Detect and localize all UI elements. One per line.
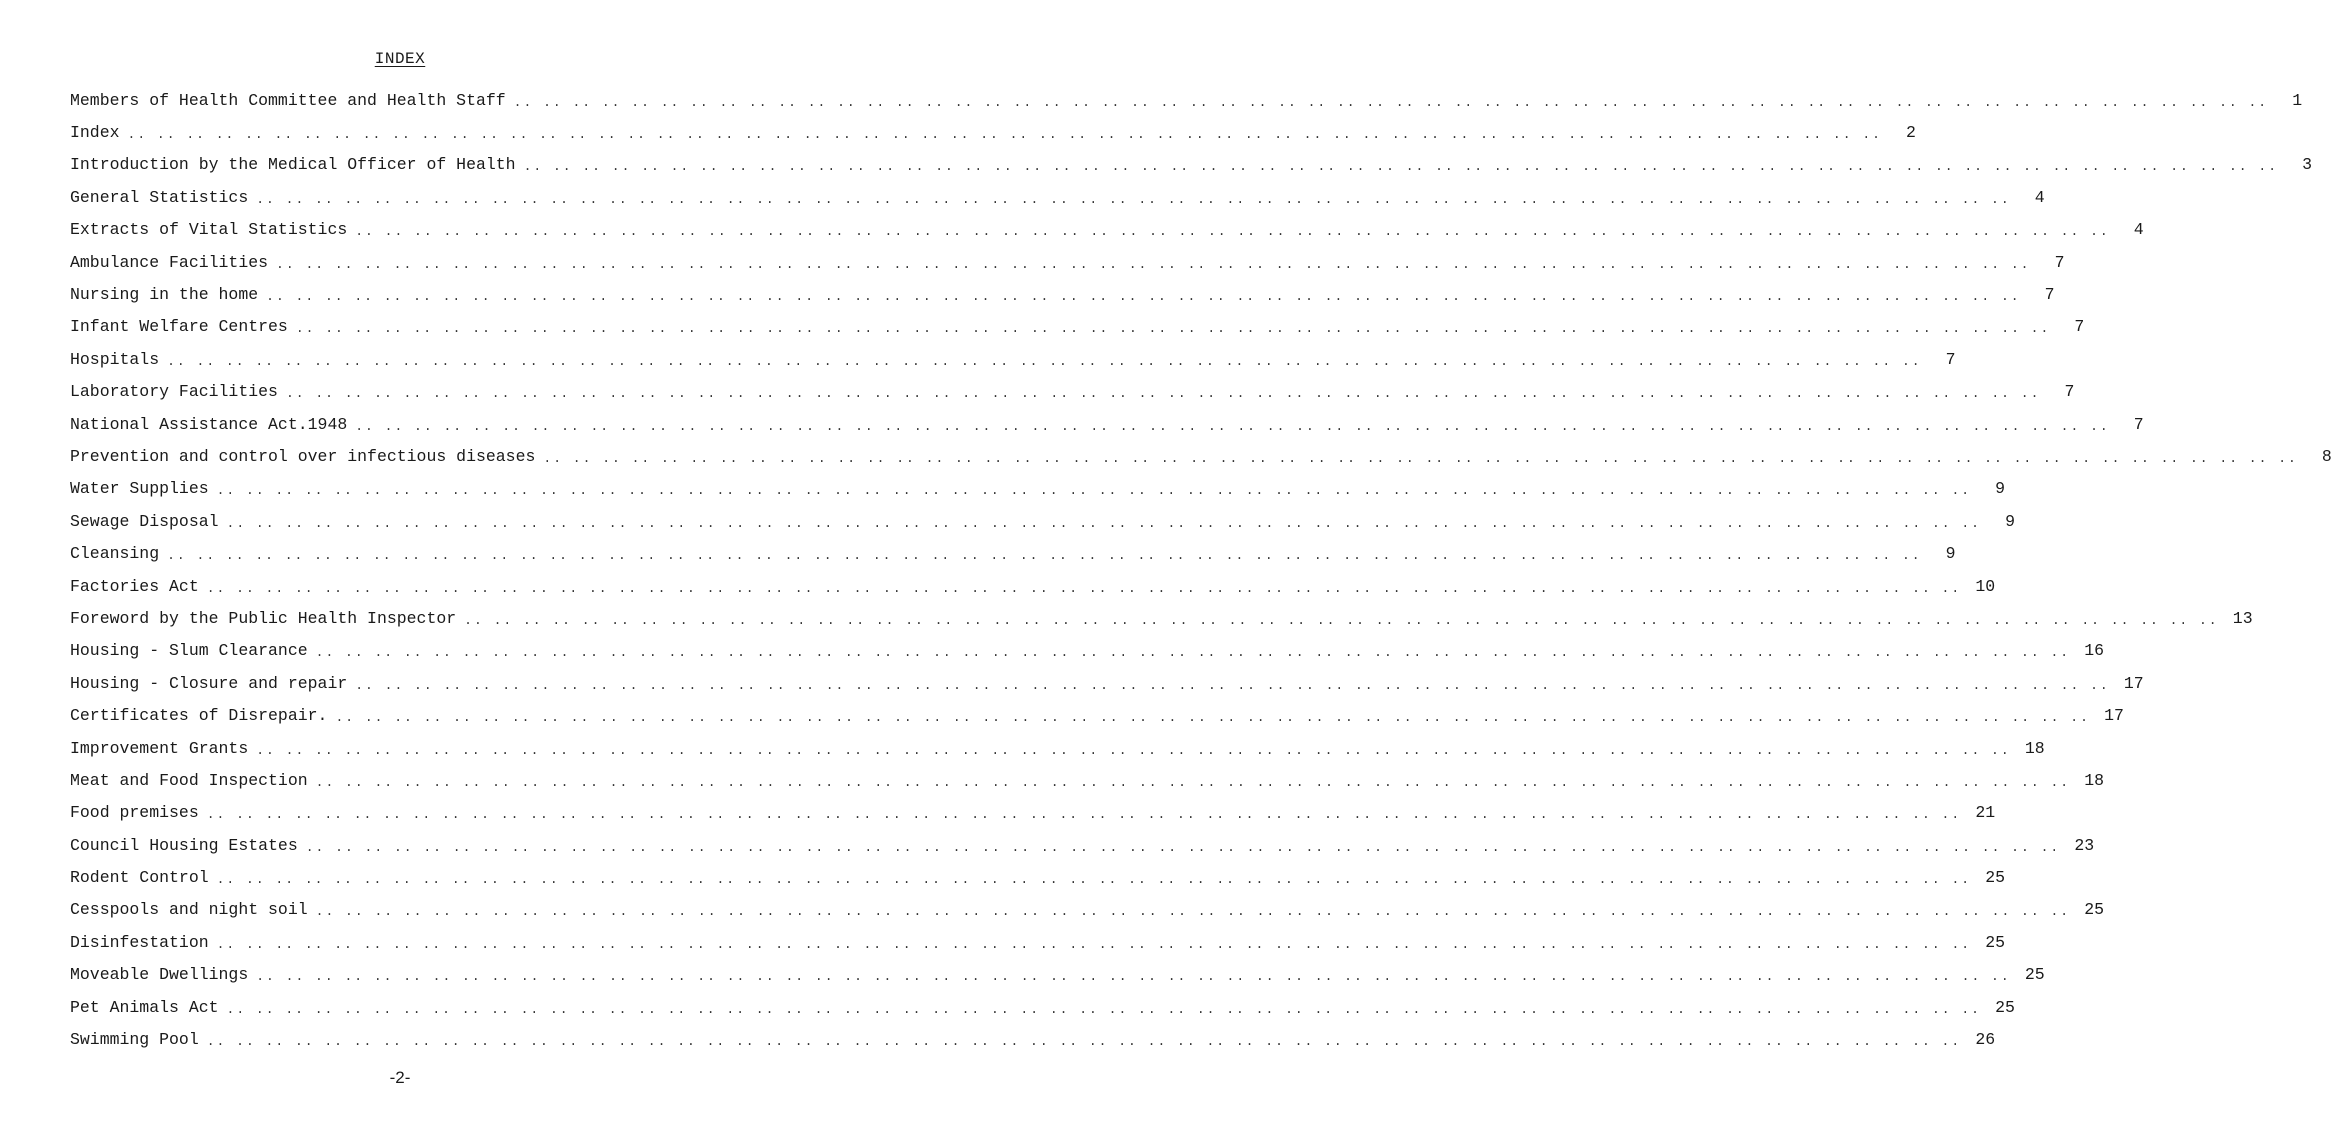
index-entry [70, 894, 2105, 926]
index-entry [70, 505, 2015, 537]
index-entry [70, 181, 2045, 213]
index-heading-text: INDEX [374, 50, 426, 68]
index-entry [70, 764, 2105, 796]
entry-page-number: 4 [2133, 220, 2144, 240]
index-entry [70, 376, 2075, 408]
entry-title: Improvement Grants [70, 739, 256, 758]
entry-title: Laboratory Facilities [70, 382, 286, 401]
entry-page-number: 2 [1906, 123, 1916, 143]
dot-leader: .. .. .. .. .. .. .. .. .. .. .. .. .. .. .. .. .. .. .. .. .. .. .. .. .. .. .. .. .. .. .. .. .. .. .. .. .. .. .. .. .. .. .. .. .. .. .. .. .. .. .. .. .. .. .. .. .. .. .. .. [256, 742, 2011, 758]
entry-page-number: 26 [1975, 1030, 1996, 1050]
entry-page-number: 17 [2123, 673, 2144, 693]
index-entry [70, 861, 2006, 893]
entry-page-number: 25 [1995, 997, 2015, 1017]
entry-page-number: 1 [2292, 90, 2303, 110]
entry-page-number: 25 [1985, 932, 2006, 952]
entry-title: Housing - Closure and repair [70, 674, 355, 693]
entry-title: Council Housing Estates [70, 836, 306, 855]
dot-leader: .. .. .. .. .. .. .. .. .. .. .. .. .. .. .. .. .. .. .. .. .. .. .. .. .. .. .. .. .. .. .. .. .. .. .. .. .. .. .. .. .. .. .. .. .. .. .. .. .. .. .. .. .. .. .. .. .. .. .. .. [206, 1034, 1962, 1050]
dot-leader: .. .. .. .. .. .. .. .. .. .. .. .. .. .. .. .. .. .. .. .. .. .. .. .. .. .. .. .. .. .. .. .. .. .. .. .. .. .. .. .. .. .. .. .. .. .. .. .. .. .. .. .. .. .. .. .. .. .. .. .. [315, 904, 2071, 920]
dot-leader: .. .. .. .. .. .. .. .. .. .. .. .. .. .. .. .. .. .. .. .. .. .. .. .. .. .. .. .. .. .. .. .. .. .. .. .. .. .. .. .. .. .. .. .. .. .. .. .. .. .. .. .. .. .. .. .. .. .. .. .. [216, 936, 1972, 952]
dot-leader: .. .. .. .. .. .. .. .. .. .. .. .. .. .. .. .. .. .. .. .. .. .. .. .. .. .. .. .. .. .. .. .. .. .. .. .. .. .. .. .. .. .. .. .. .. .. .. .. .. .. .. .. .. .. .. .. .. .. .. .. [523, 159, 2279, 175]
dot-leader: .. .. .. .. .. .. .. .. .. .. .. .. .. .. .. .. .. .. .. .. .. .. .. .. .. .. .. .. .. .. .. .. .. .. .. .. .. .. .. .. .. .. .. .. .. .. .. .. .. .. .. .. .. .. .. .. .. .. .. .. [226, 1001, 1981, 1017]
dot-leader: .. .. .. .. .. .. .. .. .. .. .. .. .. .. .. .. .. .. .. .. .. .. .. .. .. .. .. .. .. .. .. .. .. .. .. .. .. .. .. .. .. .. .. .. .. .. .. .. .. .. .. .. .. .. .. .. .. .. .. .. [513, 94, 2269, 110]
entry-page-number: 7 [2133, 414, 2144, 434]
entry-title: Moveable Dwellings [70, 965, 256, 984]
entry-page-number: 25 [2024, 965, 2045, 985]
entry-title: Prevention and control over infectious diseases [70, 447, 543, 466]
entry-page-number: 13 [2232, 608, 2253, 628]
index-entry [70, 667, 2144, 699]
index-heading [0, 50, 800, 68]
entry-page-number: 21 [1975, 803, 1996, 823]
entry-page-number: 7 [1945, 349, 1956, 369]
dot-leader: .. .. .. .. .. .. .. .. .. .. .. .. .. .. .. .. .. .. .. .. .. .. .. .. .. .. .. .. .. .. .. .. .. .. .. .. .. .. .. .. .. .. .. .. .. .. .. .. .. .. .. .. .. .. .. .. .. .. .. .. [206, 580, 1962, 596]
dot-leader: .. .. .. .. .. .. .. .. .. .. .. .. .. .. .. .. .. .. .. .. .. .. .. .. .. .. .. .. .. .. .. .. .. .. .. .. .. .. .. .. .. .. .. .. .. .. .. .. .. .. .. .. .. .. .. .. .. .. .. .. [305, 839, 2061, 855]
index-entry [70, 926, 2006, 958]
entry-page-number: 18 [2084, 770, 2105, 790]
dot-leader: .. .. .. .. .. .. .. .. .. .. .. .. .. .. .. .. .. .. .. .. .. .. .. .. .. .. .. .. .. .. .. .. .. .. .. .. .. .. .. .. .. .. .. .. .. .. .. .. .. .. .. .. .. .. .. .. .. .. .. .. [266, 289, 2021, 305]
index-entry [70, 991, 2015, 1023]
index-entry [70, 699, 2124, 731]
dot-leader: .. .. .. .. .. .. .. .. .. .. .. .. .. .. .. .. .. .. .. .. .. .. .. .. .. .. .. .. .. .. .. .. .. .. .. .. .. .. .. .. .. .. .. .. .. .. .. .. .. .. .. .. .. .. .. .. .. .. .. .. [315, 774, 2071, 790]
index-entry [70, 570, 1996, 602]
dot-leader: .. .. .. .. .. .. .. .. .. .. .. .. .. .. .. .. .. .. .. .. .. .. .. .. .. .. .. .. .. .. .. .. .. .. .. .. .. .. .. .. .. .. .. .. .. .. .. .. .. .. .. .. .. .. .. .. .. .. .. .. [543, 450, 2298, 466]
entry-page-number: 7 [2054, 252, 2065, 272]
entry-page-number: 9 [2005, 511, 2015, 531]
dot-leader: .. .. .. .. .. .. .. .. .. .. .. .. .. .. .. .. .. .. .. .. .. .. .. .. .. .. .. .. .. .. .. .. .. .. .. .. .. .. .. .. .. .. .. .. .. .. .. .. .. .. .. .. .. .. .. .. .. .. .. .. [355, 677, 2110, 693]
entry-title: Extracts of Vital Statistics [70, 220, 355, 239]
index-entry [70, 537, 1956, 569]
dot-leader: .. .. .. .. .. .. .. .. .. .. .. .. .. .. .. .. .. .. .. .. .. .. .. .. .. .. .. .. .. .. .. .. .. .. .. .. .. .. .. .. .. .. .. .. .. .. .. .. .. .. .. .. .. .. .. .. .. .. .. .. [355, 418, 2110, 434]
dot-leader: .. .. .. .. .. .. .. .. .. .. .. .. .. .. .. .. .. .. .. .. .. .. .. .. .. .. .. .. .. .. .. .. .. .. .. .. .. .. .. .. .. .. .. .. .. .. .. .. .. .. .. .. .. .. .. .. .. .. .. .. [256, 191, 2011, 207]
entry-title: Cleansing [70, 544, 167, 563]
dot-leader: .. .. .. .. .. .. .. .. .. .. .. .. .. .. .. .. .. .. .. .. .. .. .. .. .. .. .. .. .. .. .. .. .. .. .. .. .. .. .. .. .. .. .. .. .. .. .. .. .. .. .. .. .. .. .. .. .. .. .. .. [226, 515, 1981, 531]
index-entry [70, 732, 2045, 764]
entry-page-number: 8 [2321, 446, 2332, 466]
dot-leader: .. .. .. .. .. .. .. .. .. .. .. .. .. .. .. .. .. .. .. .. .. .. .. .. .. .. .. .. .. .. .. .. .. .. .. .. .. .. .. .. .. .. .. .. .. .. .. .. .. .. .. .. .. .. .. .. .. .. .. .. [216, 483, 1972, 499]
entry-title: Food premises [70, 803, 207, 822]
entry-page-number: 9 [1995, 479, 2006, 499]
entry-title: Hospitals [70, 350, 167, 369]
dot-leader: .. .. .. .. .. .. .. .. .. .. .. .. .. .. .. .. .. .. .. .. .. .. .. .. .. .. .. .. .. .. .. .. .. .. .. .. .. .. .. .. .. .. .. .. .. .. .. .. .. .. .. .. .. .. .. .. .. .. .. .. [127, 127, 1882, 143]
index-entry [70, 440, 2332, 472]
entry-title: Meat and Food Inspection [70, 771, 316, 790]
index-entry [70, 343, 1956, 375]
entry-title: Nursing in the home [70, 285, 266, 304]
entry-page-number: 16 [2084, 641, 2105, 661]
entry-title: National Assistance Act.1948 [70, 415, 355, 434]
entry-page-number: 3 [2302, 155, 2313, 175]
entry-page-number: 7 [2044, 285, 2055, 305]
entry-page-number: 7 [2074, 317, 2085, 337]
entry-page-number: 17 [2104, 706, 2124, 726]
dot-leader: .. .. .. .. .. .. .. .. .. .. .. .. .. .. .. .. .. .. .. .. .. .. .. .. .. .. .. .. .. .. .. .. .. .. .. .. .. .. .. .. .. .. .. .. .. .. .. .. .. .. .. .. .. .. .. .. .. .. .. .. [315, 645, 2071, 661]
dot-leader: .. .. .. .. .. .. .. .. .. .. .. .. .. .. .. .. .. .. .. .. .. .. .. .. .. .. .. .. .. .. .. .. .. .. .. .. .. .. .. .. .. .. .. .. .. .. .. .. .. .. .. .. .. .. .. .. .. .. .. .. [276, 256, 2031, 272]
entry-page-number: 25 [1985, 868, 2006, 888]
entry-title: Rodent Control [70, 868, 217, 887]
index-entry [70, 311, 2085, 343]
entry-page-number: 10 [1975, 576, 1996, 596]
dot-leader: .. .. .. .. .. .. .. .. .. .. .. .. .. .. .. .. .. .. .. .. .. .. .. .. .. .. .. .. .. .. .. .. .. .. .. .. .. .. .. .. .. .. .. .. .. .. .. .. .. .. .. .. .. .. .. .. .. .. .. .. [464, 612, 2219, 628]
dot-leader: .. .. .. .. .. .. .. .. .. .. .. .. .. .. .. .. .. .. .. .. .. .. .. .. .. .. .. .. .. .. .. .. .. .. .. .. .. .. .. .. .. .. .. .. .. .. .. .. .. .. .. .. .. .. .. .. .. .. .. .. [206, 807, 1962, 823]
dot-leader: .. .. .. .. .. .. .. .. .. .. .. .. .. .. .. .. .. .. .. .. .. .. .. .. .. .. .. .. .. .. .. .. .. .. .. .. .. .. .. .. .. .. .. .. .. .. .. .. .. .. .. .. .. .. .. .. .. .. .. .. [335, 710, 2090, 726]
index-entry [70, 635, 2105, 667]
entry-title: Introduction by the Medical Officer of Health [70, 155, 524, 174]
index-entry [70, 149, 2313, 181]
dot-leader: .. .. .. .. .. .. .. .. .. .. .. .. .. .. .. .. .. .. .. .. .. .. .. .. .. .. .. .. .. .. .. .. .. .. .. .. .. .. .. .. .. .. .. .. .. .. .. .. .. .. .. .. .. .. .. .. .. .. .. .. [295, 321, 2051, 337]
entry-title: Index [70, 123, 128, 142]
index-entry [70, 278, 2055, 310]
dot-leader: .. .. .. .. .. .. .. .. .. .. .. .. .. .. .. .. .. .. .. .. .. .. .. .. .. .. .. .. .. .. .. .. .. .. .. .. .. .. .. .. .. .. .. .. .. .. .. .. .. .. .. .. .. .. .. .. .. .. .. .. [167, 548, 1922, 564]
entry-page-number: 23 [2074, 835, 2095, 855]
entry-title: Factories Act [70, 577, 207, 596]
dot-leader: .. .. .. .. .. .. .. .. .. .. .. .. .. .. .. .. .. .. .. .. .. .. .. .. .. .. .. .. .. .. .. .. .. .. .. .. .. .. .. .. .. .. .. .. .. .. .. .. .. .. .. .. .. .. .. .. .. .. .. .. [216, 872, 1972, 888]
entry-title: Infant Welfare Centres [70, 317, 296, 336]
dot-leader: .. .. .. .. .. .. .. .. .. .. .. .. .. .. .. .. .. .. .. .. .. .. .. .. .. .. .. .. .. .. .. .. .. .. .. .. .. .. .. .. .. .. .. .. .. .. .. .. .. .. .. .. .. .. .. .. .. .. .. .. [355, 224, 2110, 240]
entry-title: Ambulance Facilities [70, 253, 276, 272]
dot-leader: .. .. .. .. .. .. .. .. .. .. .. .. .. .. .. .. .. .. .. .. .. .. .. .. .. .. .. .. .. .. .. .. .. .. .. .. .. .. .. .. .. .. .. .. .. .. .. .. .. .. .. .. .. .. .. .. .. .. .. .. [256, 969, 2011, 985]
entry-title: Pet Animals Act [70, 998, 227, 1017]
dot-leader: .. .. .. .. .. .. .. .. .. .. .. .. .. .. .. .. .. .. .. .. .. .. .. .. .. .. .. .. .. .. .. .. .. .. .. .. .. .. .. .. .. .. .. .. .. .. .. .. .. .. .. .. .. .. .. .. .. .. .. .. [285, 386, 2041, 402]
entry-title: Swimming Pool [70, 1030, 207, 1049]
index-entry [70, 1023, 1996, 1055]
entry-title: Water Supplies [70, 479, 217, 498]
entry-page-number: 18 [2024, 738, 2045, 758]
index-entry [70, 602, 2253, 634]
entry-title: Disinfestation [70, 933, 217, 952]
page-number: -2- [389, 1068, 411, 1087]
entry-page-number: 4 [2034, 187, 2045, 207]
index-entry [70, 959, 2045, 991]
dot-leader: .. .. .. .. .. .. .. .. .. .. .. .. .. .. .. .. .. .. .. .. .. .. .. .. .. .. .. .. .. .. .. .. .. .. .. .. .. .. .. .. .. .. .. .. .. .. .. .. .. .. .. .. .. .. .. .. .. .. .. .. [167, 353, 1922, 369]
index-entry [70, 84, 2303, 116]
index-entry [70, 473, 2006, 505]
index-entry [70, 246, 2065, 278]
index-entry [70, 116, 1916, 148]
index-entry [70, 829, 2095, 861]
entry-title: Members of Health Committee and Health Staff [70, 91, 514, 110]
entry-title: Sewage Disposal [70, 512, 227, 531]
entry-page-number: 25 [2084, 900, 2105, 920]
entry-page-number: 9 [1945, 544, 1956, 564]
index-entry [70, 408, 2144, 440]
index-entry [70, 214, 2144, 246]
entry-page-number: 7 [2064, 382, 2075, 402]
entry-title: Housing - Slum Clearance [70, 641, 316, 660]
entry-title: Certificates of Disrepair. [70, 706, 335, 725]
entry-title: Cesspools and night soil [70, 900, 316, 919]
index-entries [70, 84, 2332, 1056]
entry-title: General Statistics [70, 188, 256, 207]
entry-title: Foreword by the Public Health Inspector [70, 609, 464, 628]
index-entry [70, 797, 1996, 829]
